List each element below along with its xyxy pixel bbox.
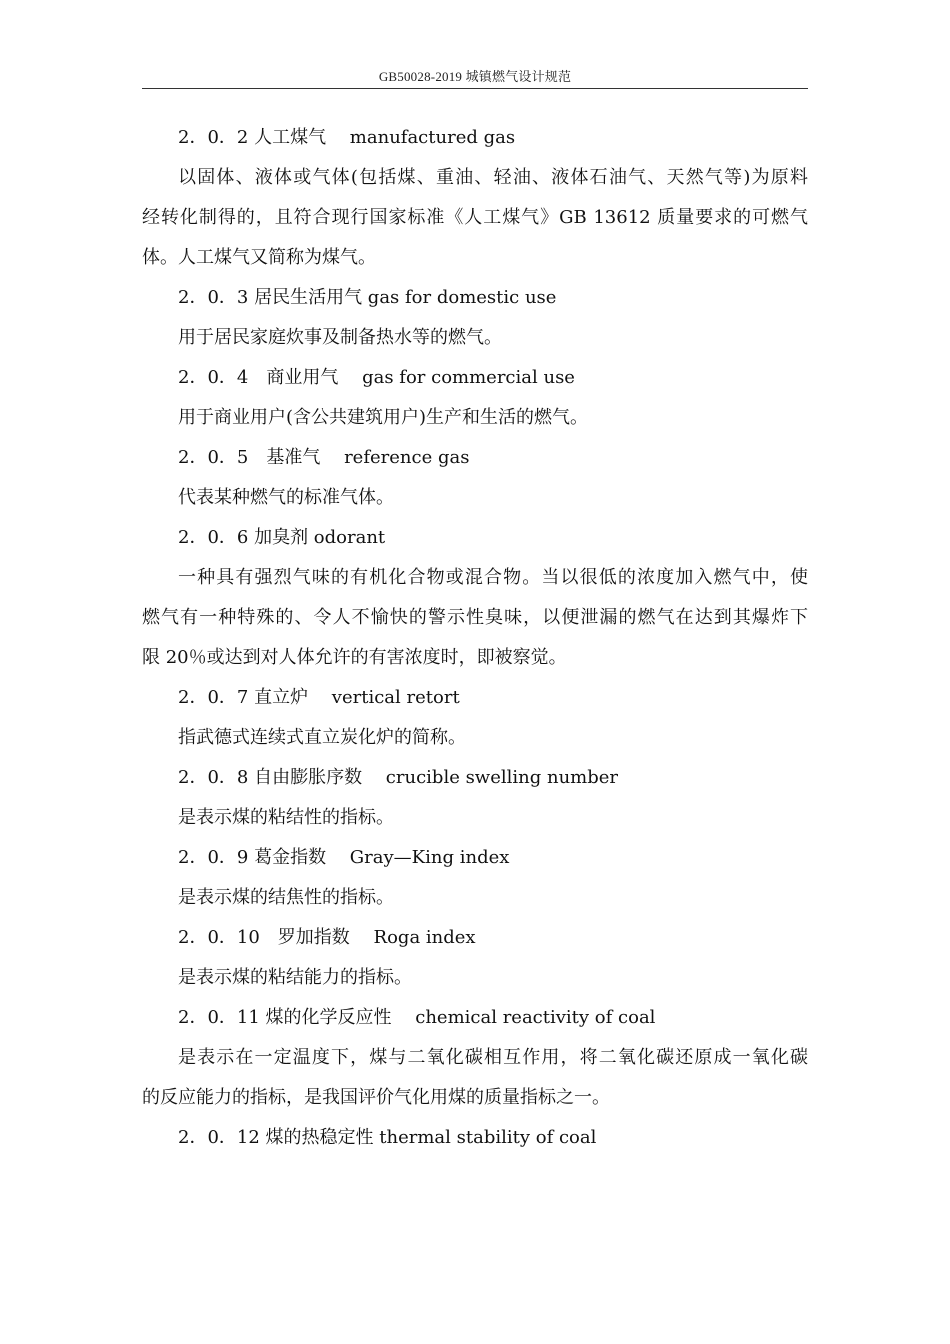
paragraph-line: 以固体、液体或气体(包括煤、重油、轻油、液体石油气、天然气等)为原料 — [178, 167, 808, 188]
paragraph-line: 限 20％或达到对人体允许的有害浓度时，即被察觉。 — [142, 647, 567, 668]
paragraph-line: 指武德式连续式直立炭化炉的简称。 — [178, 727, 466, 748]
term-line: 2．0．6 加臭剂 odorant — [178, 527, 386, 548]
paragraph-line: 是表示在一定温度下，煤与二氧化碳相互作用，将二氧化碳还原成一氧化碳 — [178, 1047, 808, 1068]
term-line: 2．0．4 商业用气 gas for commercial use — [178, 367, 575, 388]
term-line: 2．0．5 基准气 reference gas — [178, 447, 470, 468]
paragraph-line: 是表示煤的粘结能力的指标。 — [178, 967, 412, 988]
paragraph-line: 是表示煤的粘结性的指标。 — [178, 807, 394, 828]
paragraph-line: 用于商业用户(含公共建筑用户)生产和生活的燃气。 — [178, 407, 589, 428]
term-line: 2．0．3 居民生活用气 gas for domestic use — [178, 287, 557, 308]
term-line: 2．0．9 葛金指数 Gray—King index — [178, 847, 510, 868]
term-line: 2．0．12 煤的热稳定性 thermal stability of coal — [178, 1127, 597, 1148]
paragraph-line: 经转化制得的，且符合现行国家标准《人工煤气》GB 13612 质量要求的可燃气 — [142, 207, 808, 228]
paragraph-line: 是表示煤的结焦性的指标。 — [178, 887, 394, 908]
header-rule — [142, 88, 808, 89]
paragraph-line: 燃气有一种特殊的、令人不愉快的警示性臭味，以便泄漏的燃气在达到其爆炸下 — [142, 607, 808, 628]
term-line: 2．0．7 直立炉 vertical retort — [178, 687, 460, 708]
paragraph-line: 代表某种燃气的标准气体。 — [178, 487, 394, 508]
running-header: GB50028-2019 城镇燃气设计规范 — [378, 69, 572, 84]
term-line: 2．0．8 自由膨胀序数 crucible swelling number — [178, 767, 619, 788]
body-text — [142, 124, 808, 1164]
paragraph-line: 的反应能力的指标，是我国评价气化用煤的质量指标之一。 — [142, 1087, 610, 1108]
paragraph-line: 一种具有强烈气味的有机化合物或混合物。当以很低的浓度加入燃气中，使 — [178, 567, 808, 588]
paragraph-line: 体。人工煤气又简称为煤气。 — [142, 247, 376, 268]
term-line: 2．0．11 煤的化学反应性 chemical reactivity of coal — [178, 1007, 656, 1028]
term-line: 2．0．10 罗加指数 Roga index — [178, 927, 476, 948]
paragraph-line: 用于居民家庭炊事及制备热水等的燃气。 — [178, 327, 502, 348]
term-line: 2．0．2 人工煤气 manufactured gas — [178, 127, 516, 148]
